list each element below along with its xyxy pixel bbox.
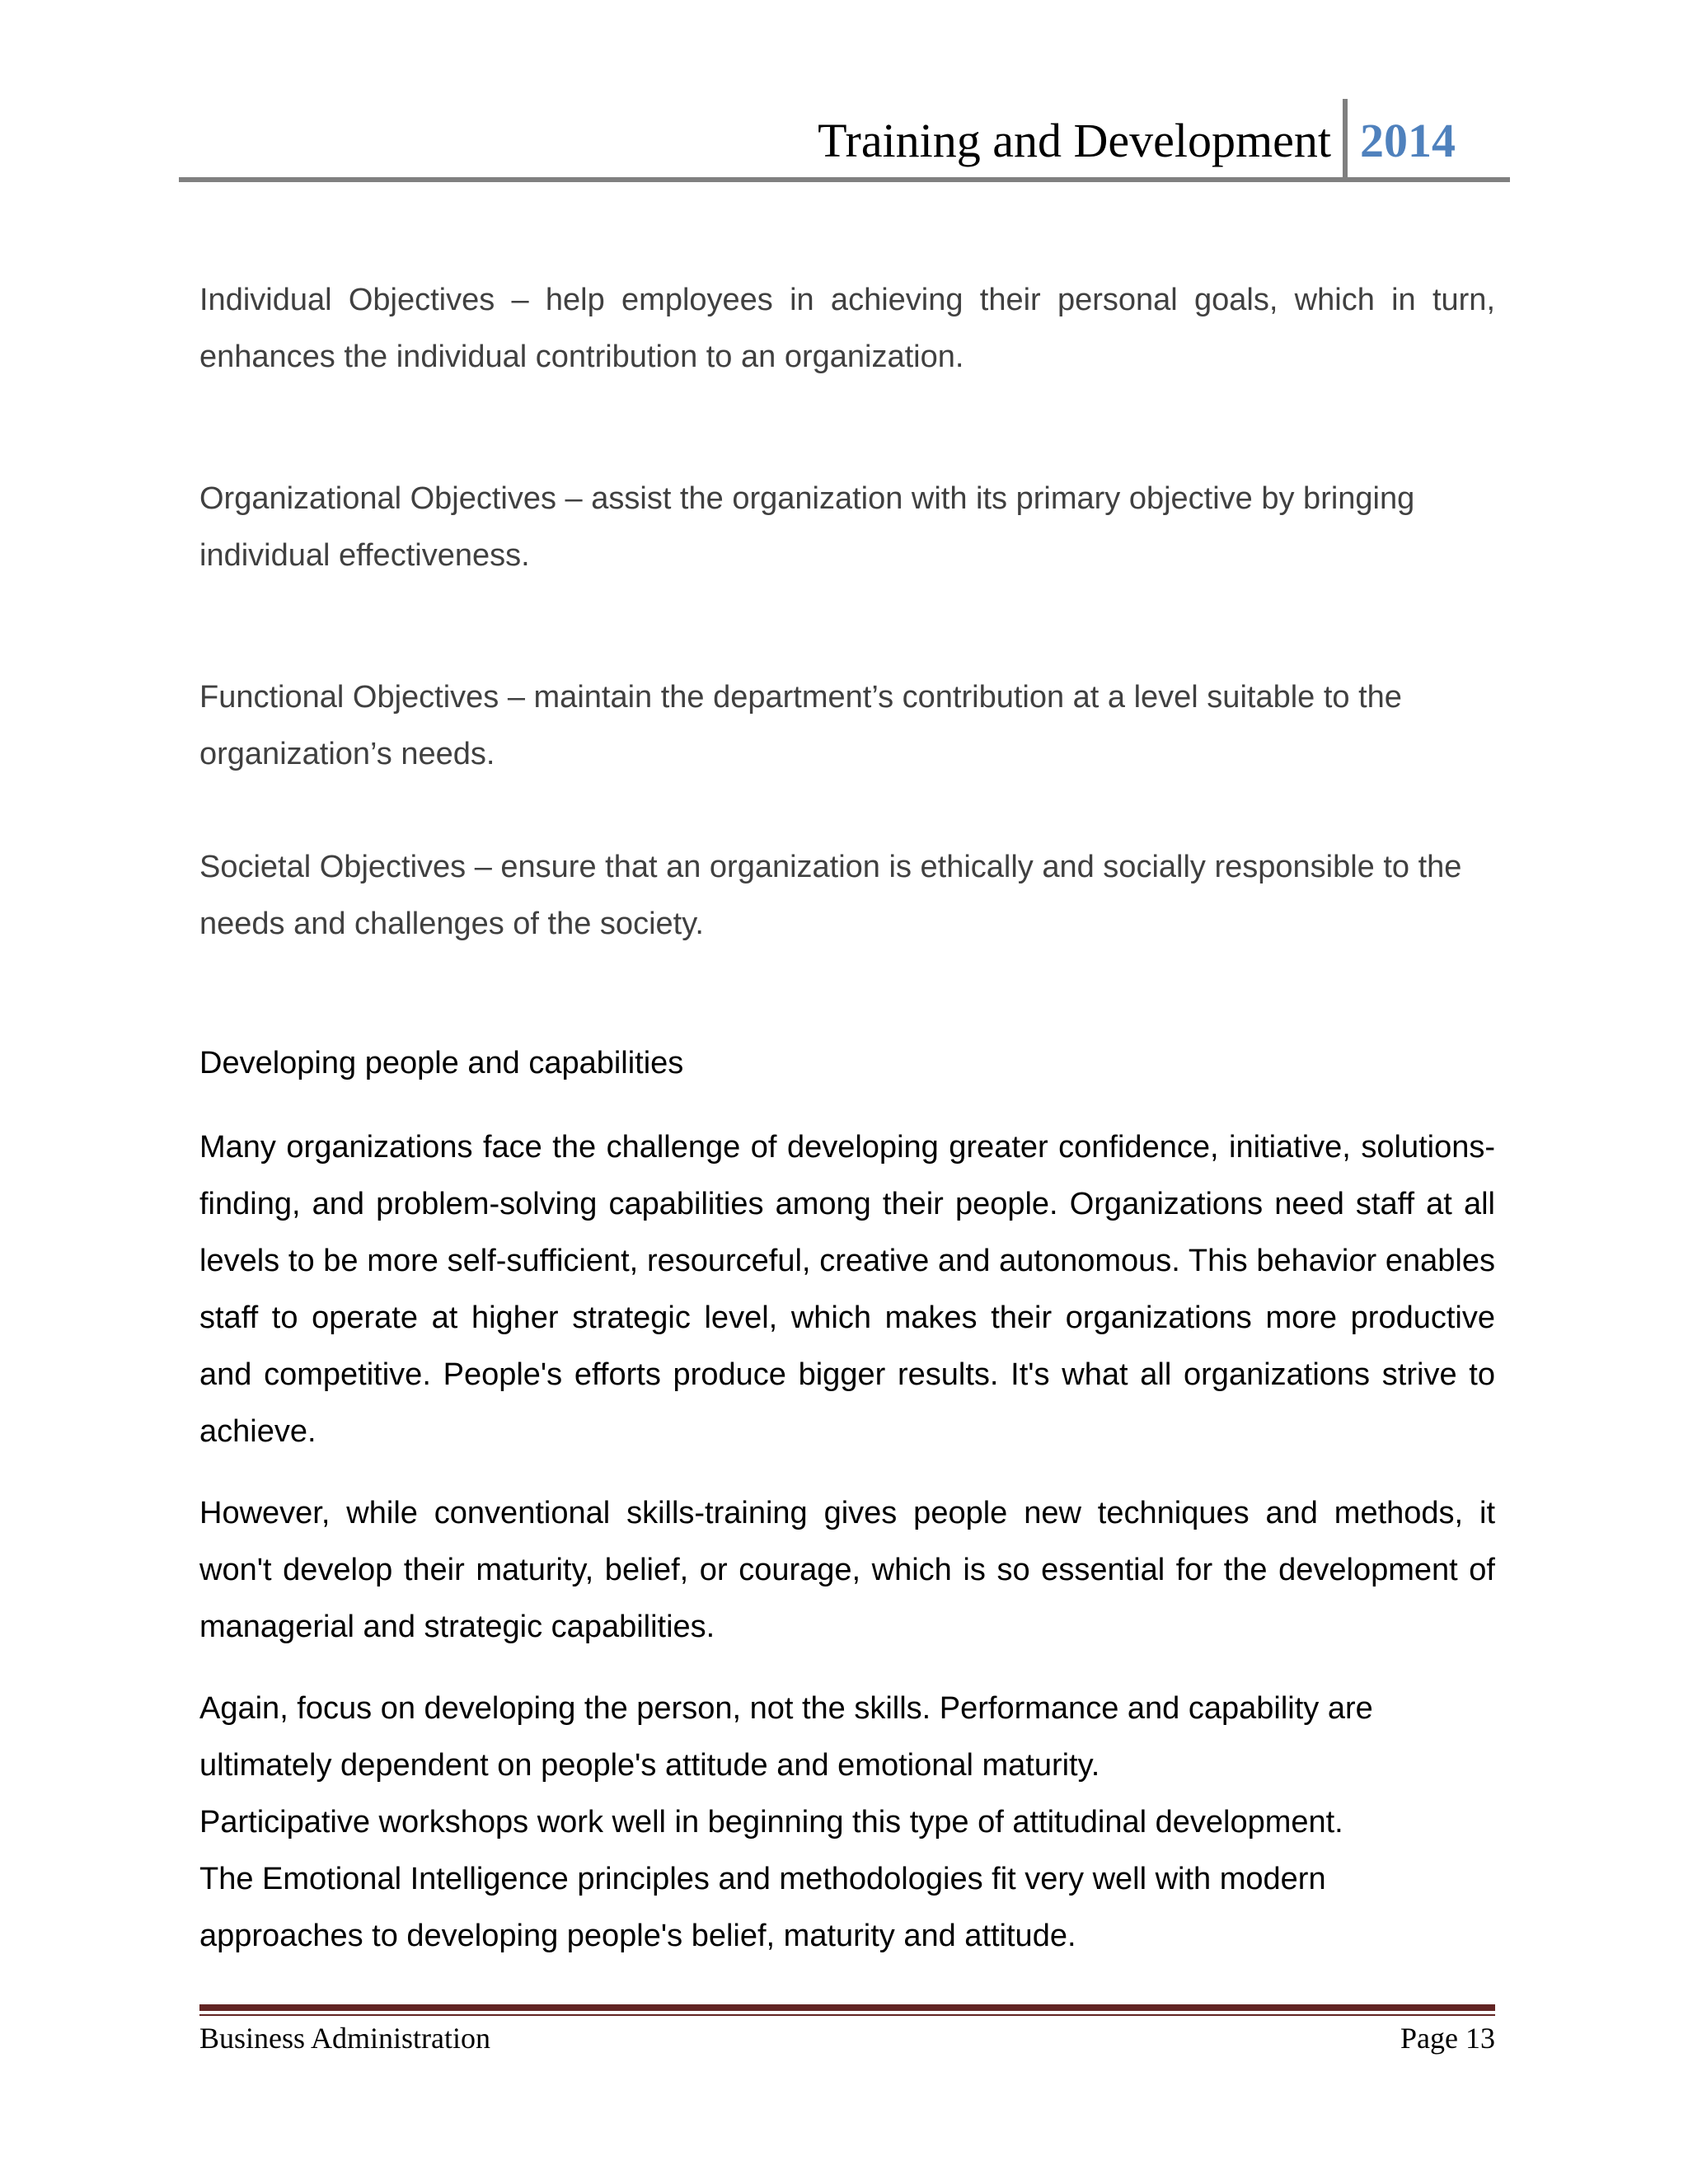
section-heading: Developing people and capabilities [199,1046,684,1080]
header-rule [179,177,1510,182]
footer-page-number: Page 13 [1400,2022,1495,2055]
footer-course-name: Business Administration [199,2022,491,2055]
objective-individual: Individual Objectives – help employees in achieving their personal goals, which in turn, enhances the individual contribution to an organization. [199,283,1495,374]
section-paragraph: Participative workshops work well in beginning this type of attitudinal development. [199,1805,1343,1840]
page-header [179,97,1510,181]
section-paragraph: The Emotional Intelligence principles and methodologies fit very well with modern approaches to developing people's belief, maturity and attitude. [199,1862,1326,1953]
footer-rule [199,2004,1495,2011]
section-paragraph: Many organizations face the challenge of developing greater confidence, initiative, solutions-finding, and problem-solving capabilities among their people. Organizations need staff at all levels to be more self-sufficient, resourceful, creative and autonomous. This behavior enables staff to operate at higher strategic level, which makes their organizations more productive and competitive. People's efforts produce bigger results. It's what all organizations strive to achieve. [199,1130,1495,1449]
objective-functional: Functional Objectives – maintain the department’s contribution at a level suitable to the organization’s needs. [199,680,1402,771]
header-divider [1343,99,1348,178]
section-paragraph: Again, focus on developing the person, not the skills. Performance and capability are ultimately dependent on people's attitude and emotional maturity. [199,1691,1373,1783]
section-paragraph: However, while conventional skills-training gives people new techniques and methods, it won't develop their maturity, belief, or courage, which is so essential for the development of managerial and strategic capabilities. [199,1496,1495,1644]
footer-rule-thin [199,2014,1495,2016]
objective-societal: Societal Objectives – ensure that an organization is ethically and socially responsible to the needs and challenges of the society. [199,850,1462,941]
objective-organizational: Organizational Objectives – assist the organization with its primary objective by bringing individual effectiveness. [199,481,1415,573]
page-content [199,272,1495,1965]
header-year: 2014 [1360,114,1456,167]
header-title: Training and Development [818,114,1331,167]
